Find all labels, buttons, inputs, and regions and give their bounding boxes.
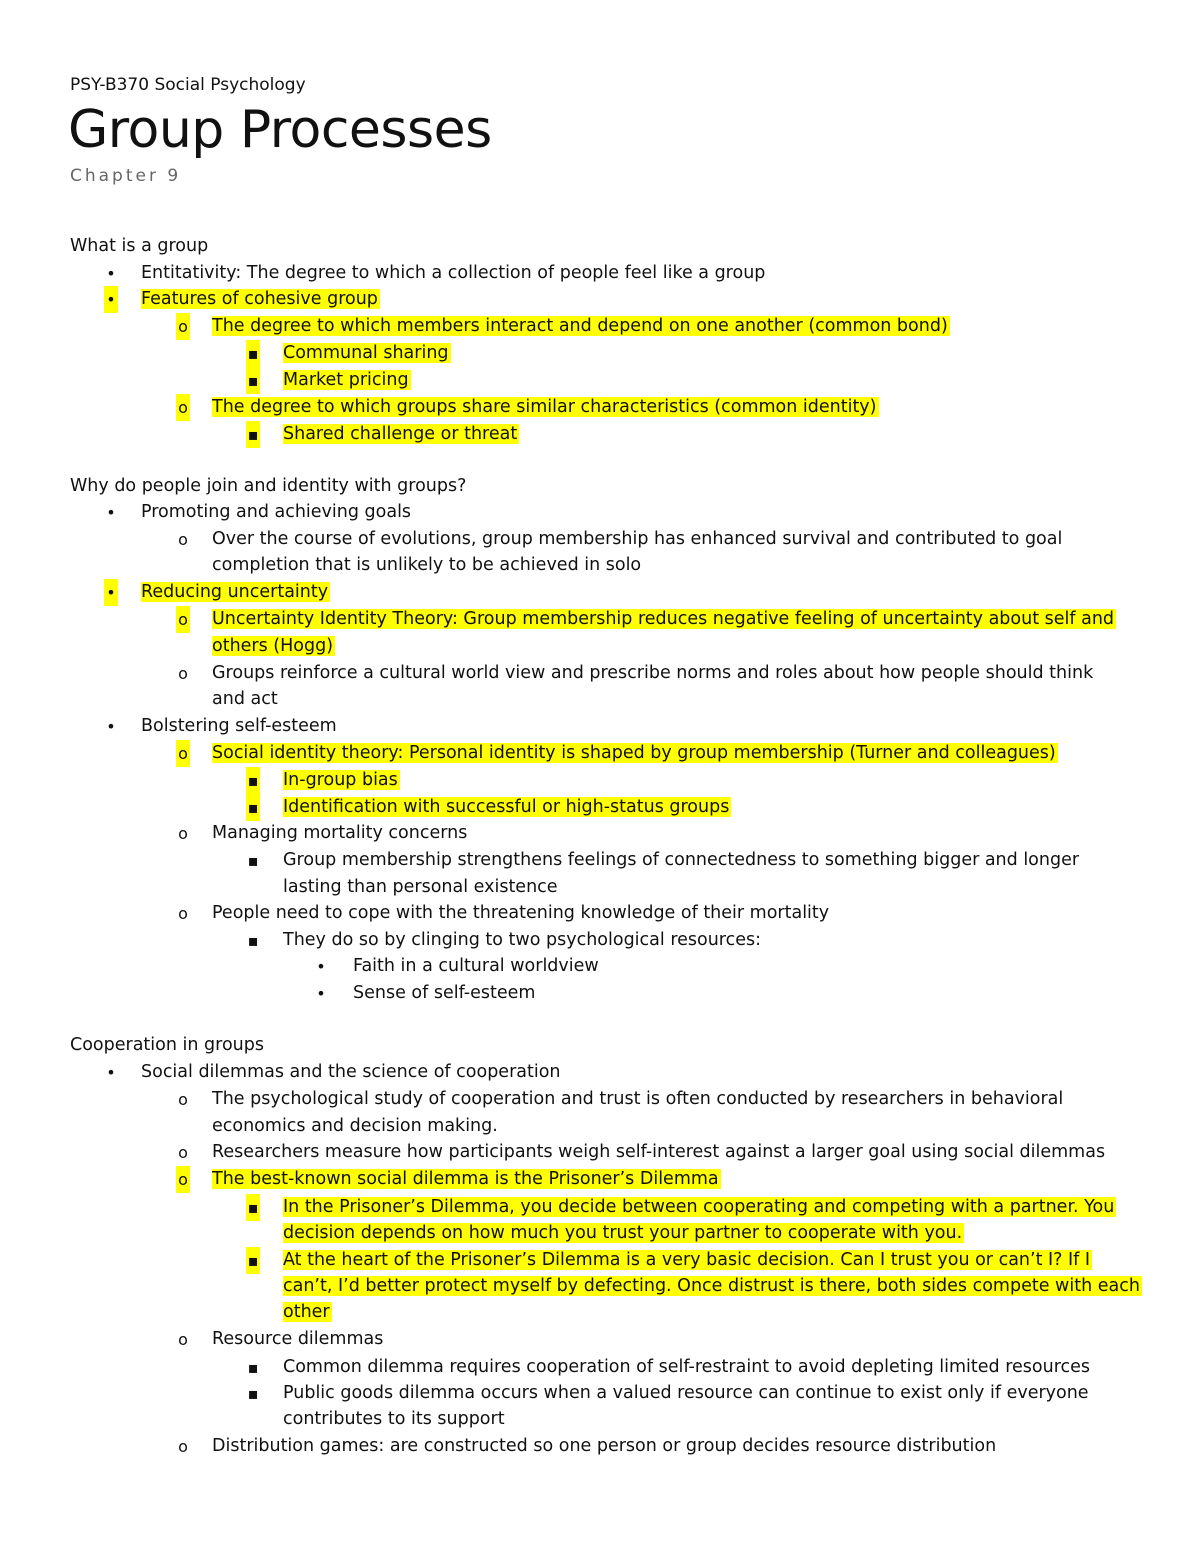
bullet-circle: o xyxy=(178,1330,188,1349)
bullet-square: ▪ xyxy=(247,851,259,870)
highlighted-text: can’t, I’d better protect myself by defecting. Once distrust is there, both sides compete with each xyxy=(283,1276,1140,1296)
highlighted-text: Shared challenge or threat xyxy=(283,424,518,444)
list-item-continuation: lasting than personal existence xyxy=(283,877,558,897)
highlighted-text: Identification with successful or high-status groups xyxy=(283,797,730,817)
list-item xyxy=(283,340,451,367)
list-item: They do so by clinging to two psychological resources: xyxy=(283,930,762,950)
bullet-square: ▪ xyxy=(246,340,260,367)
highlighted-text: At the heart of the Prisoner’s Dilemma is a very basic decision. Can I trust you or can’t I? If I xyxy=(283,1250,1091,1270)
bullet-dot: • xyxy=(104,579,118,606)
highlighted-text: decision depends on how much you trust your partner to cooperate with you. xyxy=(283,1223,963,1243)
list-item: Researchers measure how participants weigh self-interest against a larger goal using social dilemmas xyxy=(212,1142,1106,1162)
bullet-circle: o xyxy=(178,1143,188,1162)
bullet-square: ▪ xyxy=(247,1358,259,1377)
list-item xyxy=(141,579,330,606)
list-item xyxy=(212,606,1116,633)
section-heading-why-join: Why do people join and identity with groups? xyxy=(70,476,467,496)
list-item xyxy=(212,394,879,421)
list-item xyxy=(283,421,519,448)
list-item: Distribution games: are constructed so one person or group decides resource distribution xyxy=(212,1436,997,1456)
list-item: Common dilemma requires cooperation of self-restraint to avoid depleting limited resources xyxy=(283,1357,1091,1377)
bullet-square: ▪ xyxy=(246,767,260,794)
highlighted-text: Features of cohesive group xyxy=(141,289,378,309)
list-item xyxy=(283,367,411,394)
list-item-continuation xyxy=(212,633,335,660)
highlighted-text: Uncertainty Identity Theory: Group membership reduces negative feeling of uncertainty about self and xyxy=(212,609,1115,629)
section-heading-cooperation: Cooperation in groups xyxy=(70,1035,264,1055)
list-item: Sense of self-esteem xyxy=(353,983,536,1003)
highlighted-text: The best-known social dilemma is the Prisoner’s Dilemma xyxy=(212,1169,719,1189)
list-item xyxy=(283,1247,1092,1274)
highlighted-text: Reducing uncertainty xyxy=(141,582,329,602)
list-item-continuation xyxy=(283,1273,1142,1300)
highlighted-text: Communal sharing xyxy=(283,343,449,363)
list-item-continuation: completion that is unlikely to be achieved in solo xyxy=(212,555,642,575)
highlighted-text: The degree to which members interact and depend on one another (common bond) xyxy=(212,316,948,336)
bullet-circle: o xyxy=(176,1166,190,1193)
list-item: Group membership strengthens feelings of connectedness to something bigger and longer xyxy=(283,850,1080,870)
bullet-circle: o xyxy=(178,824,188,843)
bullet-dot: • xyxy=(106,1063,116,1082)
bullet-square: ▪ xyxy=(247,1384,259,1403)
section-heading-what-is-a-group: What is a group xyxy=(70,236,209,256)
bullet-circle: o xyxy=(178,1090,188,1109)
bullet-circle: o xyxy=(176,313,190,340)
list-item: Groups reinforce a cultural world view and prescribe norms and roles about how people should think xyxy=(212,663,1094,683)
bullet-square: ▪ xyxy=(246,794,260,821)
list-item-continuation: contributes to its support xyxy=(283,1409,505,1429)
bullet-square: ▪ xyxy=(246,367,260,394)
list-item xyxy=(212,740,1058,767)
bullet-dot: • xyxy=(316,957,326,976)
list-item-continuation: and act xyxy=(212,689,278,709)
list-item-continuation xyxy=(283,1299,332,1326)
chapter-subtitle: Chapter 9 xyxy=(70,166,182,186)
bullet-dot: • xyxy=(106,503,116,522)
highlighted-text: In the Prisoner’s Dilemma, you decide between cooperating and competing with a partner. You xyxy=(283,1197,1115,1217)
highlighted-text: others (Hogg) xyxy=(212,636,334,656)
bullet-square: ▪ xyxy=(246,1247,260,1274)
list-item: The psychological study of cooperation and trust is often conducted by researchers in behavioral xyxy=(212,1089,1064,1109)
list-item xyxy=(141,286,380,313)
list-item: Over the course of evolutions, group membership has enhanced survival and contributed to goal xyxy=(212,529,1063,549)
highlighted-text: The degree to which groups share similar characteristics (common identity) xyxy=(212,397,877,417)
list-item-continuation xyxy=(283,1220,964,1247)
list-item xyxy=(212,1166,721,1193)
list-item xyxy=(283,767,400,794)
bullet-circle: o xyxy=(178,1437,188,1456)
bullet-circle: o xyxy=(178,664,188,683)
bullet-circle: o xyxy=(176,740,190,767)
list-item: Social dilemmas and the science of cooperation xyxy=(141,1062,561,1082)
bullet-circle: o xyxy=(178,530,188,549)
list-item: Public goods dilemma occurs when a valued resource can continue to exist only if everyone xyxy=(283,1383,1089,1403)
bullet-circle: o xyxy=(176,394,190,421)
bullet-square: ▪ xyxy=(246,1194,260,1221)
list-item xyxy=(283,1194,1116,1221)
list-item xyxy=(283,794,731,821)
bullet-dot: • xyxy=(104,286,118,313)
highlighted-text: In-group bias xyxy=(283,770,398,790)
bullet-circle: o xyxy=(176,606,190,633)
list-item: Entitativity: The degree to which a collection of people feel like a group xyxy=(141,263,766,283)
list-item: Faith in a cultural worldview xyxy=(353,956,599,976)
list-item xyxy=(212,313,950,340)
bullet-dot: • xyxy=(106,264,116,283)
bullet-dot: • xyxy=(316,984,326,1003)
list-item: Promoting and achieving goals xyxy=(141,502,412,522)
bullet-square: ▪ xyxy=(246,421,260,448)
bullet-dot: • xyxy=(106,717,116,736)
highlighted-text: Market pricing xyxy=(283,370,409,390)
list-item-continuation: economics and decision making. xyxy=(212,1116,498,1136)
course-label: PSY-B370 Social Psychology xyxy=(70,75,306,95)
list-item: Bolstering self-esteem xyxy=(141,716,337,736)
highlighted-text: other xyxy=(283,1302,330,1322)
list-item: Resource dilemmas xyxy=(212,1329,384,1349)
bullet-square: ▪ xyxy=(247,931,259,950)
list-item: Managing mortality concerns xyxy=(212,823,468,843)
list-item: People need to cope with the threatening knowledge of their mortality xyxy=(212,903,830,923)
page-title: Group Processes xyxy=(68,100,492,160)
highlighted-text: Social identity theory: Personal identity is shaped by group membership (Turner and colleagues) xyxy=(212,743,1056,763)
bullet-circle: o xyxy=(178,904,188,923)
